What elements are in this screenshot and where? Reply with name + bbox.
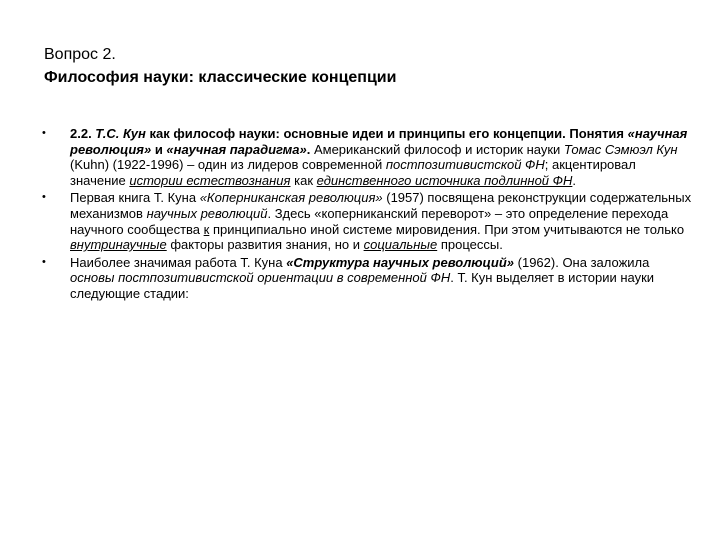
bullet-text-segment: «Коперниканская революция»	[199, 190, 383, 206]
bullet-text-segment: и	[151, 141, 167, 157]
bullet-text-segment: социальные	[363, 237, 438, 253]
bullet-item	[42, 190, 692, 252]
bullet-text-segment: единственного источника подлинной ФН	[316, 172, 573, 188]
bullet-text-segment: к	[203, 221, 210, 237]
bullet-text-segment: научных революций	[146, 205, 268, 221]
bullet-text-segment: истории естествознания	[129, 172, 291, 188]
bullet-text-segment: . Т. Кун выделяет в истории науки следующие стадии:	[70, 270, 655, 301]
bullet-text-segment: ; акцентировал значение	[70, 157, 636, 188]
bullet-dot-icon: •	[42, 255, 46, 268]
bullet-item	[42, 126, 692, 188]
bullet-text-segment: .	[306, 141, 314, 157]
bullet-list	[42, 126, 692, 304]
bullet-text-segment: основы постпозитивистской ориентации в современной ФН	[70, 270, 451, 286]
bullet-text-segment: постпозитивистской ФН	[385, 157, 545, 173]
title-block	[44, 44, 684, 90]
slide-label: Вопрос 2.	[44, 46, 116, 63]
bullet-text-segment: . Здесь «коперниканский переворот» – это определение перехода научного сообщества	[70, 205, 669, 237]
bullet-text-segment: «Структура научных революций»	[286, 254, 515, 270]
bullet-text-segment: Т.С. Кун	[95, 126, 146, 141]
bullet-dot-icon: •	[42, 127, 46, 139]
bullet-text-segment: принципиально иной системе мировидения. При этом учитываются не только	[209, 221, 685, 237]
bullet-text-segment: «научная парадигма»	[166, 141, 307, 157]
bullet-text-segment: «научная революция»	[70, 126, 688, 157]
bullet-text-segment: Первая книга Т. Куна	[70, 190, 200, 206]
bullet-text-segment: (Kuhn) (1922-1996) – один из лидеров современной	[70, 157, 386, 173]
bullet-item	[42, 255, 692, 302]
bullet-text-segment: .	[572, 172, 576, 188]
bullet-text-segment: как	[290, 172, 317, 188]
bullet-text-segment: факторы развития знания, но и	[166, 237, 364, 253]
bullet-text-segment: Томас Сэмюэл Кун	[563, 141, 678, 157]
bullet-text-segment: Американский философ и историк науки	[313, 141, 564, 157]
bullet-text-segment: процессы.	[437, 237, 503, 253]
bullet-text-segment: внутринаучные	[70, 237, 167, 253]
bullet-dot-icon: •	[42, 191, 46, 204]
bullet-text-segment: Наиболее значимая работа Т. Куна	[70, 254, 287, 270]
bullet-text-segment: (1962). Она заложила	[514, 254, 650, 270]
bullet-text-segment: (1957) посвящена реконструкции содержательных механизмов	[70, 190, 692, 221]
bullet-text-segment: как философ науки: основные идеи и принципы его концепции. Понятия	[145, 126, 628, 141]
bullet-text-segment: 2.2.	[70, 126, 96, 141]
slide-title: Философия науки: классические концепции	[44, 69, 397, 86]
